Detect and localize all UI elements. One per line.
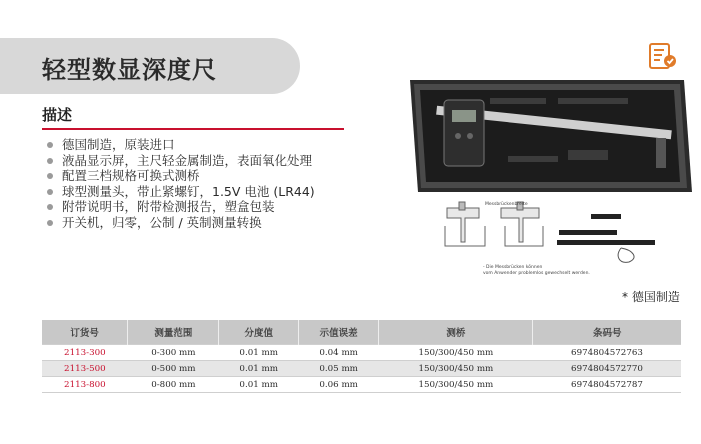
range-cell: 0-300 mm bbox=[151, 347, 196, 358]
resolution-cell: 0.01 mm bbox=[239, 347, 279, 358]
origin-note: * 德国制造 bbox=[622, 290, 680, 304]
col-barcode: 条码号 bbox=[533, 320, 681, 345]
document-badge-icon bbox=[647, 40, 679, 72]
feature-item: 开关机，归零，公制 / 英制测量转换 bbox=[46, 215, 315, 231]
feature-item: 德国制造，原装进口 bbox=[46, 137, 315, 153]
col-error: 示值误差 bbox=[298, 320, 378, 345]
page-title: 轻型数显深度尺 bbox=[42, 56, 217, 84]
section-rule bbox=[42, 128, 344, 130]
bridge-diagram bbox=[443, 196, 697, 280]
bridge-sketch-left bbox=[445, 202, 485, 246]
section-heading: 描述 bbox=[42, 106, 73, 124]
feature-list bbox=[46, 137, 315, 231]
bridge-sketch-right bbox=[501, 202, 543, 246]
error-cell: 0.06 mm bbox=[319, 379, 358, 390]
resolution-cell: 0.01 mm bbox=[219, 361, 298, 377]
barcode-cell: 6974804572763 bbox=[571, 347, 643, 358]
feature-item: 液晶显示屏，主尺轻金属制造，表面氧化处理 bbox=[46, 153, 315, 169]
table-row bbox=[42, 361, 681, 377]
bridge-cell: 150/300/450 mm bbox=[379, 361, 533, 377]
barcode-cell: 6974804572770 bbox=[533, 361, 681, 377]
order-code: 2113-500 bbox=[42, 361, 128, 377]
bridge-450 bbox=[557, 240, 655, 245]
range-cell: 0-500 mm bbox=[128, 361, 219, 377]
diagram-callout: Messbrückenbreite bbox=[485, 202, 528, 207]
bridge-300 bbox=[559, 230, 617, 235]
error-cell: 0.04 mm bbox=[319, 347, 358, 358]
bridge-cell: 150/300/450 mm bbox=[418, 379, 494, 390]
feature-item: 附带说明书，附带检测报告，塑盒包装 bbox=[46, 199, 315, 215]
order-code: 2113-300 bbox=[64, 347, 106, 358]
feature-item: 球型测量头，带止紧螺钉，1.5V 电池 (LR44) bbox=[46, 184, 315, 200]
diagram-note-2: vom Anwender problemlos gewechselt werden. bbox=[483, 271, 590, 276]
table-row bbox=[42, 345, 681, 361]
col-range: 测量范围 bbox=[128, 320, 219, 345]
order-code: 2113-800 bbox=[64, 379, 106, 390]
table-header-row bbox=[42, 320, 681, 345]
spec-table bbox=[42, 320, 681, 393]
col-resolution: 分度值 bbox=[219, 320, 298, 345]
col-order-no: 订货号 bbox=[42, 320, 128, 345]
range-cell: 0-800 mm bbox=[151, 379, 196, 390]
table-row bbox=[42, 377, 681, 393]
barcode-cell: 6974804572787 bbox=[571, 379, 643, 390]
error-cell: 0.05 mm bbox=[298, 361, 378, 377]
bridge-cell: 150/300/450 mm bbox=[418, 347, 494, 358]
product-image bbox=[408, 80, 692, 192]
feature-item: 配置三档规格可换式测桥 bbox=[46, 168, 315, 184]
diagram-note-1: - Die Messbrücken können bbox=[483, 265, 543, 270]
resolution-cell: 0.01 mm bbox=[239, 379, 279, 390]
bridge-150 bbox=[591, 214, 621, 219]
col-bridge: 测桥 bbox=[379, 320, 533, 345]
